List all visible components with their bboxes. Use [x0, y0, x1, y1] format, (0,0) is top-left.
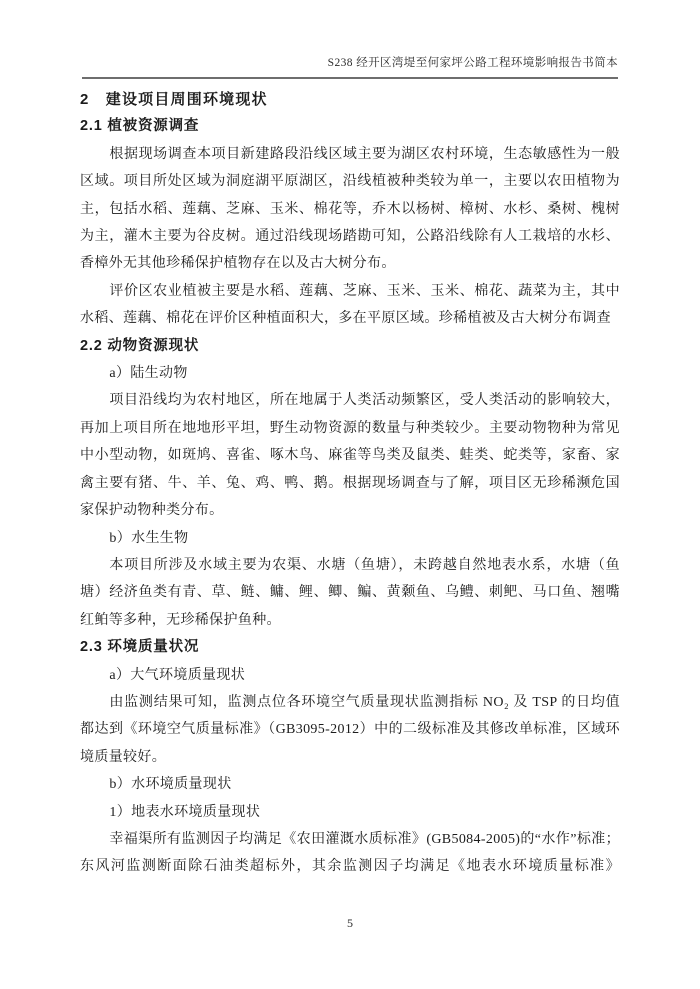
section-heading-2-2: 2.2 动物资源现状 — [80, 337, 200, 354]
document-body — [80, 86, 620, 881]
header-rule — [82, 77, 618, 79]
subheading-aquatic-life: b）水生生物 — [109, 530, 189, 546]
section-heading-2-3: 2.3 环境质量状况 — [80, 639, 200, 656]
paragraph-vegetation-survey-2: 评价区农业植被主要是水稻、莲藕、芝麻、玉米、玉米、棉花、蔬菜为主，其中水稻、莲藕、棉花在评价区种植面积大，多在平原区域。珍稀植被及古大树分布调查 — [80, 283, 620, 327]
section-heading-2-1: 2.1 植被资源调查 — [80, 118, 200, 135]
paragraph-vegetation-survey-1: 根据现场调查本项目新建路段沿线区域主要为湖区农村环境，生态敏感性为一般区域。项目所处区域为洞庭湖平原湖区，沿线植被种类较为单一，主要以农田植物为主，包括水稻、莲藕、芝麻、玉米、棉花等，乔木以杨树、樟树、水杉、桑树、槐树为主，灌木主要为谷皮树。通过沿线现场踏勘可知，公路沿线除有人工栽培的水杉、香樟外无其他珍稀保护植物存在以及古大树分布。 — [80, 146, 620, 272]
subheading-surface-water-quality: 1）地表水环境质量现状 — [109, 804, 261, 820]
paragraph-surface-water-quality: 幸福渠所有监测因子均满足《农田灌溉水质标准》(GB5084-2005)的“水作”标准；东风河监测断面除石油类超标外，其余监测因子均满足《地表水环境质量标准》 — [80, 831, 620, 875]
subheading-air-quality: a）大气环境质量现状 — [109, 667, 246, 683]
page-number: 5 — [347, 916, 353, 930]
subheading-water-quality: b）水环境质量现状 — [109, 777, 232, 793]
subheading-terrestrial-animals: a）陆生动物 — [109, 366, 188, 382]
chapter-heading-2: 2 建设项目周围环境现状 — [80, 91, 268, 108]
paragraph-aquatic-life: 本项目所涉及水域主要为农渠、水塘（鱼塘），未跨越自然地表水系，水塘（鱼塘）经济鱼类有青、草、鲢、鳙、鲤、鲫、鳊、黄颡鱼、乌鳢、刺鲃、马口鱼、翘嘴红鲌等多种，无珍稀保护鱼种。 — [80, 557, 620, 628]
paragraph-terrestrial-animals: 项目沿线均为农村地区，所在地属于人类活动频繁区，受人类活动的影响较大，再加上项目所在地地形平坦，野生动物资源的数量与种类较少。主要动物物种为常见中小型动物，如斑鸠、喜雀、啄木鸟、麻雀等鸟类及鼠类、蛙类、蛇类等，家畜、家禽主要有猪、牛、羊、兔、鸡、鸭、鹅。根据现场调查与了解，项目区无珍稀濒危国家保护动物种类分布。 — [80, 393, 620, 519]
running-header-title: S238 经开区湾堤至何家坪公路工程环境影响报告书简本 — [327, 57, 618, 69]
paragraph-air-quality: 由监测结果可知，监测点位各环境空气质量现状监测指标 NO₂ 及 TSP 的日均值都达到《环境空气质量标准》（GB3095-2012）中的二级标准及其修改单标准，区域环境质量较好。 — [80, 694, 620, 765]
